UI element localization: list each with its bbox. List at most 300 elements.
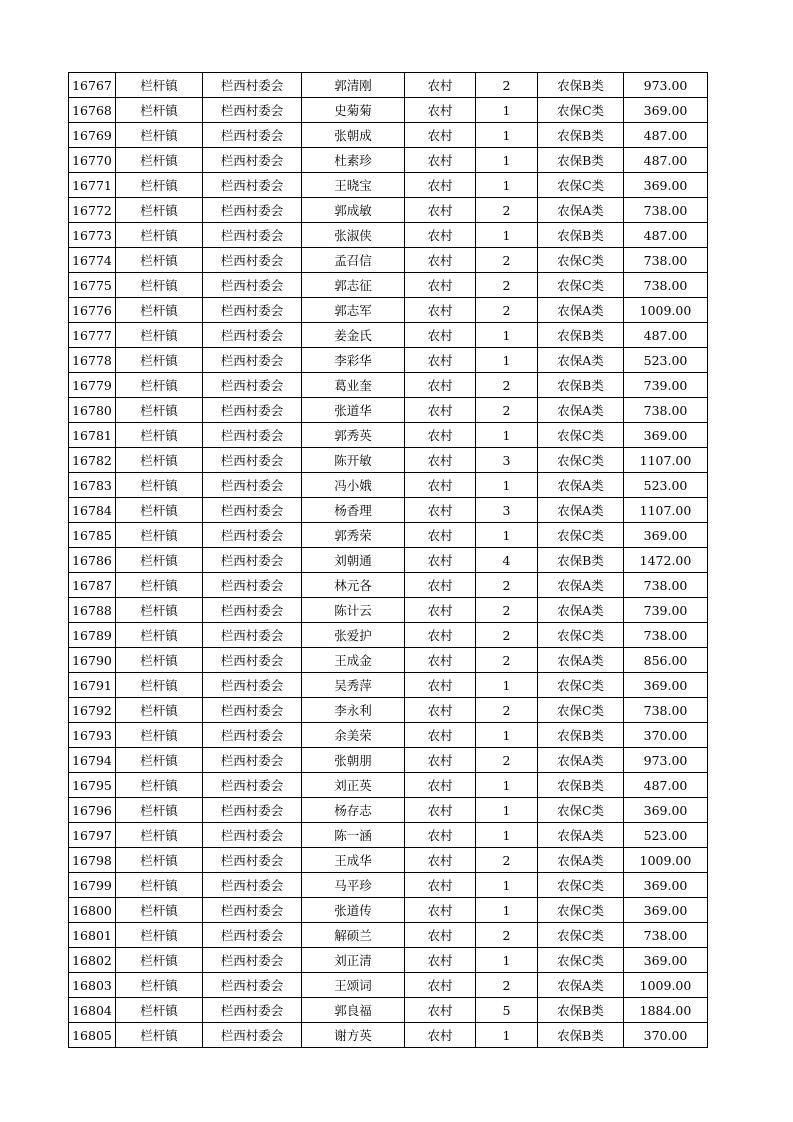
cell-serial: 16770 <box>69 148 116 173</box>
cell-serial: 16786 <box>69 548 116 573</box>
cell-town: 栏杆镇 <box>116 998 203 1023</box>
cell-village-committee: 栏西村委会 <box>203 398 302 423</box>
cell-category: 农保A类 <box>538 398 624 423</box>
cell-serial: 16799 <box>69 873 116 898</box>
table-row <box>69 223 708 248</box>
cell-serial: 16782 <box>69 448 116 473</box>
cell-village-committee: 栏西村委会 <box>203 898 302 923</box>
cell-amount: 739.00 <box>624 598 708 623</box>
cell-household-size: 2 <box>476 273 538 298</box>
cell-area-type: 农村 <box>405 698 476 723</box>
cell-town: 栏杆镇 <box>116 223 203 248</box>
cell-town: 栏杆镇 <box>116 248 203 273</box>
cell-village-committee: 栏西村委会 <box>203 698 302 723</box>
cell-town: 栏杆镇 <box>116 623 203 648</box>
cell-amount: 487.00 <box>624 148 708 173</box>
cell-amount: 738.00 <box>624 623 708 648</box>
cell-amount: 487.00 <box>624 323 708 348</box>
cell-village-committee: 栏西村委会 <box>203 598 302 623</box>
cell-serial: 16803 <box>69 973 116 998</box>
cell-area-type: 农村 <box>405 773 476 798</box>
cell-household-size: 1 <box>476 723 538 748</box>
cell-area-type: 农村 <box>405 148 476 173</box>
cell-category: 农保C类 <box>538 623 624 648</box>
cell-amount: 523.00 <box>624 473 708 498</box>
cell-town: 栏杆镇 <box>116 348 203 373</box>
cell-area-type: 农村 <box>405 248 476 273</box>
cell-village-committee: 栏西村委会 <box>203 173 302 198</box>
cell-area-type: 农村 <box>405 798 476 823</box>
cell-village-committee: 栏西村委会 <box>203 748 302 773</box>
cell-area-type: 农村 <box>405 373 476 398</box>
table-row <box>69 948 708 973</box>
cell-town: 栏杆镇 <box>116 948 203 973</box>
cell-household-size: 2 <box>476 598 538 623</box>
cell-name: 刘正英 <box>302 773 405 798</box>
cell-area-type: 农村 <box>405 823 476 848</box>
table-row <box>69 123 708 148</box>
cell-village-committee: 栏西村委会 <box>203 723 302 748</box>
table-row <box>69 673 708 698</box>
cell-serial: 16804 <box>69 998 116 1023</box>
cell-village-committee: 栏西村委会 <box>203 223 302 248</box>
cell-area-type: 农村 <box>405 348 476 373</box>
cell-household-size: 3 <box>476 448 538 473</box>
cell-name: 郭良福 <box>302 998 405 1023</box>
cell-name: 郭志征 <box>302 273 405 298</box>
cell-village-committee: 栏西村委会 <box>203 948 302 973</box>
table-row <box>69 498 708 523</box>
cell-village-committee: 栏西村委会 <box>203 848 302 873</box>
cell-household-size: 2 <box>476 373 538 398</box>
cell-amount: 369.00 <box>624 673 708 698</box>
cell-area-type: 农村 <box>405 523 476 548</box>
cell-category: 农保B类 <box>538 1023 624 1048</box>
cell-village-committee: 栏西村委会 <box>203 673 302 698</box>
cell-household-size: 3 <box>476 498 538 523</box>
cell-town: 栏杆镇 <box>116 973 203 998</box>
cell-household-size: 1 <box>476 423 538 448</box>
cell-category: 农保B类 <box>538 73 624 98</box>
cell-household-size: 1 <box>476 98 538 123</box>
cell-category: 农保B类 <box>538 148 624 173</box>
cell-serial: 16779 <box>69 373 116 398</box>
cell-household-size: 1 <box>476 173 538 198</box>
cell-area-type: 农村 <box>405 548 476 573</box>
table-row <box>69 598 708 623</box>
cell-amount: 487.00 <box>624 223 708 248</box>
cell-name: 马平珍 <box>302 873 405 898</box>
cell-town: 栏杆镇 <box>116 648 203 673</box>
table-row <box>69 773 708 798</box>
cell-town: 栏杆镇 <box>116 873 203 898</box>
table-row <box>69 648 708 673</box>
cell-amount: 1009.00 <box>624 973 708 998</box>
data-table <box>68 72 708 1048</box>
cell-town: 栏杆镇 <box>116 798 203 823</box>
table-row <box>69 423 708 448</box>
cell-amount: 738.00 <box>624 273 708 298</box>
table-row <box>69 798 708 823</box>
cell-village-committee: 栏西村委会 <box>203 123 302 148</box>
cell-serial: 16783 <box>69 473 116 498</box>
cell-village-committee: 栏西村委会 <box>203 823 302 848</box>
cell-serial: 16795 <box>69 773 116 798</box>
cell-serial: 16794 <box>69 748 116 773</box>
cell-category: 农保B类 <box>538 223 624 248</box>
cell-name: 陈计云 <box>302 598 405 623</box>
table-row <box>69 398 708 423</box>
cell-household-size: 2 <box>476 573 538 598</box>
cell-area-type: 农村 <box>405 648 476 673</box>
cell-household-size: 1 <box>476 348 538 373</box>
cell-name: 葛业奎 <box>302 373 405 398</box>
cell-name: 张朝成 <box>302 123 405 148</box>
cell-amount: 487.00 <box>624 123 708 148</box>
table-row <box>69 998 708 1023</box>
cell-serial: 16785 <box>69 523 116 548</box>
cell-town: 栏杆镇 <box>116 923 203 948</box>
table-row <box>69 723 708 748</box>
cell-category: 农保A类 <box>538 748 624 773</box>
cell-serial: 16791 <box>69 673 116 698</box>
cell-serial: 16784 <box>69 498 116 523</box>
table-row <box>69 1023 708 1048</box>
cell-area-type: 农村 <box>405 998 476 1023</box>
cell-town: 栏杆镇 <box>116 173 203 198</box>
cell-serial: 16780 <box>69 398 116 423</box>
cell-area-type: 农村 <box>405 73 476 98</box>
cell-area-type: 农村 <box>405 948 476 973</box>
table-row <box>69 273 708 298</box>
cell-amount: 487.00 <box>624 773 708 798</box>
cell-category: 农保C类 <box>538 98 624 123</box>
cell-name: 郭秀英 <box>302 423 405 448</box>
cell-area-type: 农村 <box>405 123 476 148</box>
table-row <box>69 148 708 173</box>
cell-household-size: 2 <box>476 248 538 273</box>
cell-village-committee: 栏西村委会 <box>203 73 302 98</box>
cell-category: 农保C类 <box>538 273 624 298</box>
table-row <box>69 623 708 648</box>
cell-name: 王成金 <box>302 648 405 673</box>
cell-area-type: 农村 <box>405 423 476 448</box>
table-row <box>69 298 708 323</box>
cell-household-size: 2 <box>476 398 538 423</box>
cell-town: 栏杆镇 <box>116 548 203 573</box>
cell-amount: 1009.00 <box>624 298 708 323</box>
cell-town: 栏杆镇 <box>116 323 203 348</box>
cell-amount: 369.00 <box>624 423 708 448</box>
table-row <box>69 698 708 723</box>
cell-name: 吴秀萍 <box>302 673 405 698</box>
cell-amount: 738.00 <box>624 198 708 223</box>
cell-serial: 16771 <box>69 173 116 198</box>
cell-town: 栏杆镇 <box>116 473 203 498</box>
cell-amount: 1884.00 <box>624 998 708 1023</box>
cell-village-committee: 栏西村委会 <box>203 623 302 648</box>
cell-town: 栏杆镇 <box>116 823 203 848</box>
cell-name: 李永利 <box>302 698 405 723</box>
cell-household-size: 1 <box>476 523 538 548</box>
cell-town: 栏杆镇 <box>116 73 203 98</box>
cell-household-size: 1 <box>476 673 538 698</box>
cell-household-size: 2 <box>476 648 538 673</box>
cell-name: 林元各 <box>302 573 405 598</box>
document-page <box>68 72 708 1048</box>
cell-serial: 16775 <box>69 273 116 298</box>
cell-household-size: 2 <box>476 298 538 323</box>
cell-village-committee: 栏西村委会 <box>203 498 302 523</box>
cell-serial: 16778 <box>69 348 116 373</box>
cell-serial: 16796 <box>69 798 116 823</box>
cell-town: 栏杆镇 <box>116 573 203 598</box>
cell-category: 农保A类 <box>538 573 624 598</box>
cell-village-committee: 栏西村委会 <box>203 473 302 498</box>
cell-category: 农保B类 <box>538 373 624 398</box>
cell-name: 王成华 <box>302 848 405 873</box>
cell-name: 谢方英 <box>302 1023 405 1048</box>
cell-village-committee: 栏西村委会 <box>203 273 302 298</box>
cell-household-size: 5 <box>476 998 538 1023</box>
cell-serial: 16769 <box>69 123 116 148</box>
cell-name: 姜金氏 <box>302 323 405 348</box>
cell-area-type: 农村 <box>405 748 476 773</box>
cell-category: 农保B类 <box>538 548 624 573</box>
cell-serial: 16802 <box>69 948 116 973</box>
cell-household-size: 1 <box>476 873 538 898</box>
cell-name: 孟召信 <box>302 248 405 273</box>
cell-town: 栏杆镇 <box>116 698 203 723</box>
cell-category: 农保A类 <box>538 823 624 848</box>
cell-name: 张朝朋 <box>302 748 405 773</box>
table-row <box>69 523 708 548</box>
cell-category: 农保A类 <box>538 498 624 523</box>
cell-household-size: 2 <box>476 748 538 773</box>
table-row <box>69 198 708 223</box>
cell-serial: 16801 <box>69 923 116 948</box>
cell-name: 杨存志 <box>302 798 405 823</box>
cell-name: 张淑侠 <box>302 223 405 248</box>
cell-household-size: 1 <box>476 473 538 498</box>
cell-amount: 738.00 <box>624 923 708 948</box>
cell-village-committee: 栏西村委会 <box>203 573 302 598</box>
cell-village-committee: 栏西村委会 <box>203 298 302 323</box>
cell-area-type: 农村 <box>405 848 476 873</box>
table-row <box>69 348 708 373</box>
cell-village-committee: 栏西村委会 <box>203 323 302 348</box>
cell-name: 冯小娥 <box>302 473 405 498</box>
cell-area-type: 农村 <box>405 598 476 623</box>
cell-household-size: 1 <box>476 323 538 348</box>
cell-village-committee: 栏西村委会 <box>203 973 302 998</box>
cell-amount: 369.00 <box>624 898 708 923</box>
cell-household-size: 1 <box>476 123 538 148</box>
cell-amount: 738.00 <box>624 248 708 273</box>
cell-category: 农保A类 <box>538 198 624 223</box>
cell-area-type: 农村 <box>405 323 476 348</box>
cell-category: 农保A类 <box>538 848 624 873</box>
cell-name: 杜素珍 <box>302 148 405 173</box>
table-body <box>69 73 708 1048</box>
cell-area-type: 农村 <box>405 398 476 423</box>
cell-town: 栏杆镇 <box>116 198 203 223</box>
cell-village-committee: 栏西村委会 <box>203 198 302 223</box>
cell-name: 张道传 <box>302 898 405 923</box>
cell-serial: 16797 <box>69 823 116 848</box>
cell-name: 王晓宝 <box>302 173 405 198</box>
cell-category: 农保C类 <box>538 248 624 273</box>
cell-name: 解硕兰 <box>302 923 405 948</box>
cell-household-size: 1 <box>476 1023 538 1048</box>
cell-name: 郭志军 <box>302 298 405 323</box>
cell-amount: 369.00 <box>624 798 708 823</box>
cell-amount: 1107.00 <box>624 498 708 523</box>
cell-category: 农保C类 <box>538 423 624 448</box>
table-row <box>69 98 708 123</box>
cell-category: 农保C类 <box>538 523 624 548</box>
cell-town: 栏杆镇 <box>116 1023 203 1048</box>
cell-serial: 16772 <box>69 198 116 223</box>
cell-town: 栏杆镇 <box>116 373 203 398</box>
cell-town: 栏杆镇 <box>116 298 203 323</box>
cell-area-type: 农村 <box>405 498 476 523</box>
cell-area-type: 农村 <box>405 873 476 898</box>
cell-serial: 16790 <box>69 648 116 673</box>
cell-amount: 370.00 <box>624 1023 708 1048</box>
cell-name: 郭成敏 <box>302 198 405 223</box>
cell-name: 杨香理 <box>302 498 405 523</box>
cell-town: 栏杆镇 <box>116 748 203 773</box>
cell-name: 陈一涵 <box>302 823 405 848</box>
cell-serial: 16805 <box>69 1023 116 1048</box>
cell-household-size: 2 <box>476 973 538 998</box>
cell-serial: 16788 <box>69 598 116 623</box>
table-row <box>69 323 708 348</box>
cell-village-committee: 栏西村委会 <box>203 348 302 373</box>
cell-serial: 16773 <box>69 223 116 248</box>
cell-area-type: 农村 <box>405 573 476 598</box>
cell-village-committee: 栏西村委会 <box>203 923 302 948</box>
cell-town: 栏杆镇 <box>116 123 203 148</box>
cell-area-type: 农村 <box>405 173 476 198</box>
cell-area-type: 农村 <box>405 673 476 698</box>
cell-village-committee: 栏西村委会 <box>203 873 302 898</box>
cell-household-size: 2 <box>476 73 538 98</box>
cell-name: 郭秀荣 <box>302 523 405 548</box>
cell-town: 栏杆镇 <box>116 848 203 873</box>
table-row <box>69 248 708 273</box>
cell-area-type: 农村 <box>405 923 476 948</box>
cell-household-size: 2 <box>476 623 538 648</box>
table-row <box>69 448 708 473</box>
cell-town: 栏杆镇 <box>116 523 203 548</box>
cell-town: 栏杆镇 <box>116 398 203 423</box>
cell-village-committee: 栏西村委会 <box>203 423 302 448</box>
cell-category: 农保C类 <box>538 698 624 723</box>
cell-category: 农保C类 <box>538 673 624 698</box>
cell-serial: 16781 <box>69 423 116 448</box>
cell-amount: 973.00 <box>624 748 708 773</box>
table-row <box>69 848 708 873</box>
cell-amount: 1107.00 <box>624 448 708 473</box>
cell-name: 史菊菊 <box>302 98 405 123</box>
cell-category: 农保C类 <box>538 873 624 898</box>
cell-name: 张道华 <box>302 398 405 423</box>
cell-category: 农保A类 <box>538 298 624 323</box>
cell-amount: 369.00 <box>624 523 708 548</box>
cell-village-committee: 栏西村委会 <box>203 373 302 398</box>
table-row <box>69 923 708 948</box>
cell-category: 农保B类 <box>538 323 624 348</box>
cell-village-committee: 栏西村委会 <box>203 98 302 123</box>
cell-town: 栏杆镇 <box>116 448 203 473</box>
cell-amount: 738.00 <box>624 698 708 723</box>
cell-amount: 738.00 <box>624 398 708 423</box>
cell-household-size: 1 <box>476 823 538 848</box>
cell-serial: 16793 <box>69 723 116 748</box>
cell-amount: 1472.00 <box>624 548 708 573</box>
table-row <box>69 73 708 98</box>
cell-category: 农保A类 <box>538 973 624 998</box>
cell-amount: 1009.00 <box>624 848 708 873</box>
cell-amount: 369.00 <box>624 873 708 898</box>
cell-serial: 16767 <box>69 73 116 98</box>
cell-village-committee: 栏西村委会 <box>203 1023 302 1048</box>
cell-category: 农保A类 <box>538 473 624 498</box>
cell-household-size: 1 <box>476 148 538 173</box>
cell-amount: 369.00 <box>624 173 708 198</box>
cell-area-type: 农村 <box>405 723 476 748</box>
cell-area-type: 农村 <box>405 973 476 998</box>
cell-category: 农保A类 <box>538 648 624 673</box>
cell-category: 农保C类 <box>538 898 624 923</box>
cell-amount: 523.00 <box>624 348 708 373</box>
cell-town: 栏杆镇 <box>116 273 203 298</box>
cell-village-committee: 栏西村委会 <box>203 248 302 273</box>
cell-category: 农保A类 <box>538 598 624 623</box>
cell-name: 刘朝通 <box>302 548 405 573</box>
table-row <box>69 373 708 398</box>
cell-village-committee: 栏西村委会 <box>203 998 302 1023</box>
cell-household-size: 1 <box>476 798 538 823</box>
cell-household-size: 1 <box>476 223 538 248</box>
cell-serial: 16789 <box>69 623 116 648</box>
cell-area-type: 农村 <box>405 898 476 923</box>
cell-name: 郭清刚 <box>302 73 405 98</box>
cell-category: 农保C类 <box>538 448 624 473</box>
cell-serial: 16768 <box>69 98 116 123</box>
cell-household-size: 1 <box>476 948 538 973</box>
cell-town: 栏杆镇 <box>116 773 203 798</box>
cell-area-type: 农村 <box>405 198 476 223</box>
cell-amount: 739.00 <box>624 373 708 398</box>
cell-household-size: 2 <box>476 848 538 873</box>
cell-town: 栏杆镇 <box>116 498 203 523</box>
cell-amount: 369.00 <box>624 98 708 123</box>
cell-name: 余美荣 <box>302 723 405 748</box>
cell-village-committee: 栏西村委会 <box>203 523 302 548</box>
cell-serial: 16776 <box>69 298 116 323</box>
table-row <box>69 473 708 498</box>
cell-amount: 523.00 <box>624 823 708 848</box>
cell-amount: 370.00 <box>624 723 708 748</box>
table-row <box>69 973 708 998</box>
cell-serial: 16774 <box>69 248 116 273</box>
cell-area-type: 农村 <box>405 473 476 498</box>
cell-name: 张爱护 <box>302 623 405 648</box>
cell-area-type: 农村 <box>405 223 476 248</box>
